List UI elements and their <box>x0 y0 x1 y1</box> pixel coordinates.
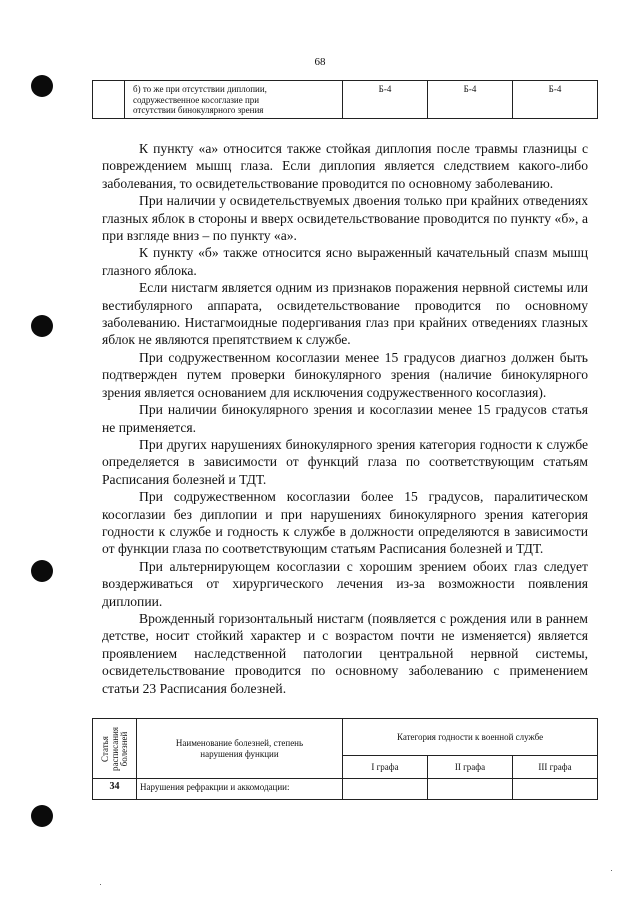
bottom-table <box>92 718 598 800</box>
paragraph: При содружественном косоглазии более 15 градусов, паралитическом косоглазии без диплопии и при нарушениях бинокулярного зрения категория годности к службе и годность к службе в должности определяются в зависимости от функции глаза по соответствующим статьям Расписания болезней и ТДТ. <box>102 489 588 557</box>
paragraph: Врожденный горизонтальный нистагм (появляется с рождения или в раннем детстве, носит стойкий характер и с возрастом почти не изменяется) является проявлением наследственной патологии центральной нервной системы, освидетельствование проводится по основному заболеванию с применением статьи 23 Расписания болезней. <box>102 610 588 696</box>
graf-2-header: II графа <box>428 756 513 779</box>
article-number: 34 <box>93 779 137 800</box>
fitness-category-header: Категория годности к военной службе <box>343 719 598 756</box>
description-line: б) то же при отсутствии диплопии, <box>133 84 267 94</box>
paragraph: При содружественном косоглазии менее 15 градусов диагноз должен быть подтвержден путем проверки бинокулярного зрения (наличие бинокулярного зрения является основанием для исключения содружественного косоглазия). <box>102 349 588 400</box>
table-header-row <box>93 719 598 756</box>
page-number: 68 <box>314 56 326 68</box>
paragraph: При других нарушениях бинокулярного зрения категория годности к службе определяется в зависимости от функций глаза по соответствующим статьям Расписания болезней и ТДТ. <box>102 436 588 487</box>
body-text <box>102 140 588 697</box>
header-line: Статья <box>99 735 110 762</box>
paragraph: При альтернирующем косоглазии с хорошим зрением обоих глаз следует воздерживаться от хирургического лечения из-за возможности появления диплопии. <box>102 558 588 609</box>
header-line: болезней <box>118 731 129 766</box>
binder-hole-1 <box>31 75 53 97</box>
article-cell <box>93 81 125 119</box>
header-line: расписания <box>108 726 119 771</box>
graf-1-cell <box>343 779 428 800</box>
category-cell-3: Б-4 <box>513 81 598 119</box>
graf-1-header: I графа <box>343 756 428 779</box>
binder-hole-4 <box>31 805 53 827</box>
scan-speck <box>100 884 101 885</box>
article-column-header <box>93 719 137 779</box>
graf-3-cell <box>513 779 598 800</box>
disease-description-cell <box>125 81 343 119</box>
paragraph: Если нистагм является одним из признаков поражения нервной системы или вестибулярного аппарата, освидетельствование проводится по основному заболеванию. Нистагмоидные подергивания глаз при крайних отведениях глазных яблок не являются препятствием к службе. <box>102 280 588 348</box>
scan-speck <box>611 870 612 871</box>
paragraph: При наличии бинокулярного зрения и косоглазии менее 15 градусов статья не применяется. <box>102 402 588 435</box>
description-line: отсутствии бинокулярного зрения <box>133 105 264 115</box>
top-table <box>92 80 598 119</box>
description-line: содружественное косоглазие при <box>133 94 260 105</box>
table-row <box>93 81 598 119</box>
binder-hole-3 <box>31 560 53 582</box>
header-line: нарушения функции <box>200 748 279 759</box>
graf-2-cell <box>428 779 513 800</box>
paragraph: К пункту «а» относится также стойкая диплопия после травмы глазницы с повреждением мышц глаза. Если диплопия является следствием какого-либо заболевания, то освидетельствование проводится по основному заболеванию. <box>102 141 588 191</box>
table-row <box>93 779 598 800</box>
category-cell-1: Б-4 <box>343 81 428 119</box>
header-line: Наименование болезней, степень <box>175 737 304 748</box>
disease-name-column-header <box>137 719 343 779</box>
graf-3-header: III графа <box>513 756 598 779</box>
binder-hole-2 <box>31 315 53 337</box>
paragraph: При наличии у освидетельствуемых двоения только при крайних отведениях глазных яблок в стороны и вверх освидетельствование проводится по пункту «б», а при взгляде вниз – по пункту «а». <box>102 193 588 244</box>
paragraph: К пункту «б» также относится ясно выраженный качательный спазм мышц глазного яблока. <box>102 245 588 278</box>
category-cell-2: Б-4 <box>428 81 513 119</box>
disease-name: Нарушения рефракции и аккомодации: <box>137 779 343 800</box>
